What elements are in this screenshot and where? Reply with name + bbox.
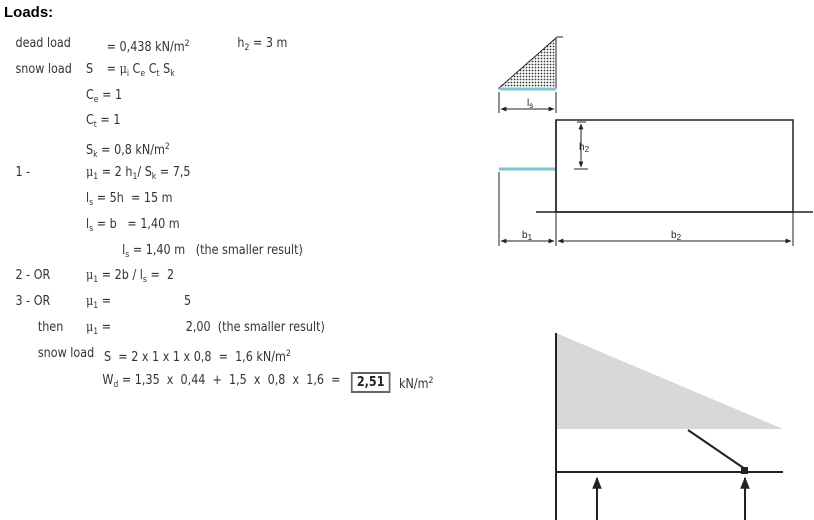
- building-diagram: [499, 120, 813, 246]
- snow-load-area: [556, 333, 783, 429]
- wd-formula: $W_d = 1,35$ x 0,44 + 1,5 x 0,8 x 1,6 =: [102, 373, 341, 390]
- ct-value: $C_t = 1$: [86, 113, 121, 130]
- ls-line-3: $l_s = 1,40$ m (the smaller result): [122, 243, 303, 260]
- ls-line-1: $l_s = 5h = 15$ m: [86, 191, 173, 208]
- case-3-formula: $\mu_1$ =: [86, 294, 112, 311]
- diagonal-member: [688, 430, 745, 469]
- h2-dimension-label: $h_2$: [579, 142, 590, 154]
- dead-load-value: = 0,438 $kN/m^2$: [106, 39, 190, 55]
- snow-load-result-label: snow load: [37, 346, 95, 361]
- snow-load-symbol: S: [86, 62, 94, 77]
- b1-dimension-label: $b_1$: [522, 230, 533, 242]
- dead-load-label: dead load: [15, 36, 71, 51]
- case-2-label: 2 - OR: [15, 268, 51, 283]
- ls-dimension-label: $l_s$: [527, 98, 534, 110]
- snow-drift-diagram: [499, 37, 563, 113]
- upper-building-outline: [556, 120, 793, 212]
- case-3-value: 5: [184, 294, 192, 309]
- case-3-label: 3 - OR: [15, 294, 51, 309]
- ls-line-2: $l_s = b = 1,40$ m: [86, 217, 180, 234]
- snow-load-formula: = $\mu_i$ $C_e$ $C_t$ $S_k$: [106, 62, 175, 79]
- case-1-label: 1 -: [15, 165, 31, 180]
- b2-dimension-label: $b_2$: [671, 230, 682, 242]
- snow-load-label: snow load: [15, 62, 72, 77]
- then-label: then: [37, 320, 64, 335]
- sk-value: $S_k = 0,8$ $kN/m^2$: [86, 142, 170, 160]
- load-distribution-diagram: [556, 333, 783, 520]
- case-2-formula: $\mu_1 = 2b / l_s = 2$: [86, 268, 175, 285]
- wd-unit: $kN/m^2$: [399, 376, 434, 392]
- section-heading: Loads:: [4, 4, 54, 21]
- snow-load-result: S = 2 x 1 x 1 x 0,8 = 1,6 $kN/m^2$: [104, 349, 291, 365]
- joint-node: [741, 467, 748, 474]
- h2-value: $h_2 = 3$ m: [237, 36, 288, 53]
- then-formula: $\mu_1$ =: [86, 320, 112, 337]
- then-value: 2,00 (the smaller result): [185, 320, 325, 335]
- case-1-formula: $\mu_1 = 2$ $h_1/$ $S_k = 7,5$: [86, 165, 191, 182]
- wd-result-box: 2,51: [351, 372, 391, 393]
- snow-drift-triangle: [499, 38, 556, 88]
- ce-value: $C_e = 1$: [86, 88, 123, 105]
